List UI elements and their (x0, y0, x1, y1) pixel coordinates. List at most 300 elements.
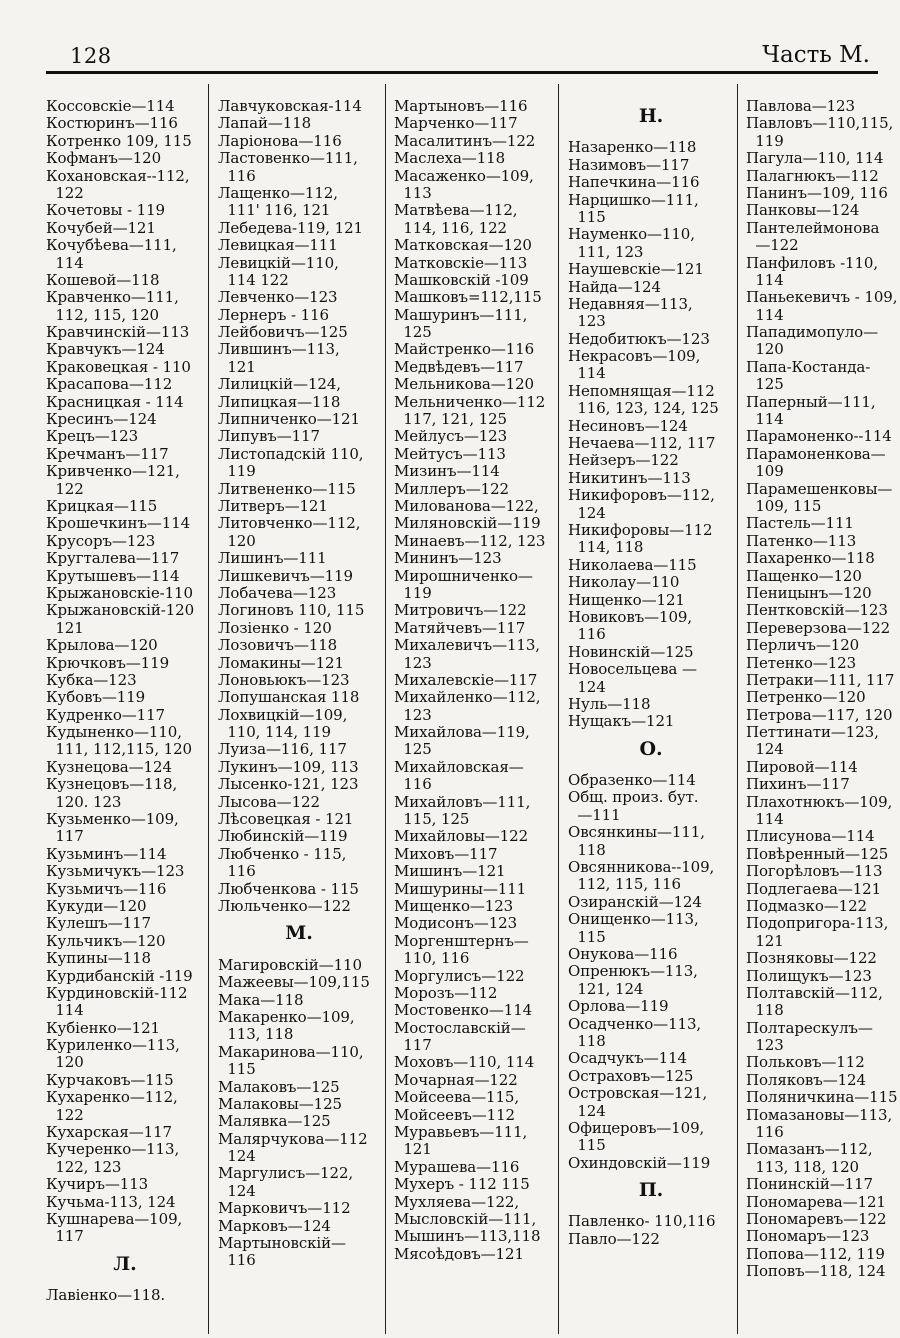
index-entry: Мышинъ—113,118 (394, 1227, 541, 1246)
index-entry: Подмазко—122 (746, 896, 867, 915)
index-entry: Полтавскій—112, (746, 983, 883, 1002)
section-letter: П. (638, 1179, 664, 1202)
index-entry: Нейзеръ—122 (568, 451, 679, 470)
index-column-3 (394, 98, 554, 1263)
index-entry: Кузнецовъ—118, (46, 775, 178, 794)
index-entry-continuation: 123 (394, 705, 432, 724)
index-entry: Папа-Костанда- (746, 357, 871, 376)
index-entry: Марковъ—124 (218, 1216, 331, 1235)
index-entry: Литовченко—112, (218, 514, 361, 533)
index-entry-continuation: 114, 118 (568, 538, 644, 557)
index-column-4 (568, 98, 734, 1248)
index-entry: Лобачева—123 (218, 583, 337, 602)
index-entry: Повѣренный—125 (746, 844, 889, 863)
index-entry: Овсянкины—111, (568, 823, 705, 842)
index-entry: Лишинъ—111 (218, 549, 327, 568)
index-entry: Никитинъ—113 (568, 468, 691, 487)
index-entry: Михайленко—112, (394, 688, 541, 707)
index-entry: Кузьминъ—114 (46, 844, 167, 863)
index-entry-continuation: 119 (746, 131, 784, 150)
index-entry-continuation: 121 (746, 931, 784, 950)
index-entry: Кухарская—117 (46, 1123, 172, 1142)
section-letter: Л. (113, 1252, 137, 1275)
index-entry: Машковскій -109 (394, 270, 529, 289)
index-entry-continuation: 120 (218, 531, 256, 550)
index-entry-continuation: 115 (568, 927, 606, 946)
index-entry: Польковъ—112 (746, 1053, 865, 1072)
index-entry: Несиновъ—124 (568, 416, 688, 435)
index-entry-continuation: 116 (568, 625, 606, 644)
index-entry: Поляковъ—124 (746, 1070, 866, 1089)
index-entry: Павло—122 (568, 1229, 660, 1248)
index-entry: Миллеръ—122 (394, 479, 509, 498)
index-entry: Луиза—116, 117 (218, 740, 347, 759)
index-entry: Переверзова—122 (746, 618, 891, 637)
index-entry-continuation: 116 (218, 862, 256, 881)
index-entry: Матяйчевъ—117 (394, 618, 526, 637)
index-entry-continuation: 119 (218, 462, 256, 481)
index-entry-continuation: 111, 112,115, 120 (46, 740, 192, 759)
index-entry-continuation: 114 122 (218, 270, 289, 289)
index-entry: Лозіенко - 120 (218, 618, 332, 637)
index-entry: Парамешенковы— (746, 479, 893, 498)
index-entry: Любченкова - 115 (218, 879, 359, 898)
index-entry: Лавіенко—118. (46, 1286, 166, 1305)
part-title: Часть М. (762, 42, 870, 68)
index-entry: Костюринъ—116 (46, 114, 178, 133)
index-entry: Кухаренко—112, (46, 1088, 178, 1107)
index-entry: Панковы—124 (746, 201, 860, 220)
index-entry: Липицкая—118 (218, 392, 341, 411)
index-entry: Нуль—118 (568, 694, 651, 713)
index-entry-continuation: 117 (46, 1227, 84, 1246)
index-entry: Кошевой—118 (46, 270, 160, 289)
index-entry-continuation: —111 (568, 805, 621, 824)
index-entry: Лебедева-119, 121 (218, 218, 363, 237)
index-entry: Полтарескулъ— (746, 1018, 873, 1037)
index-entry: Петрова—117, 120 (746, 705, 893, 724)
index-entry: Кузьменко—109, (46, 810, 179, 829)
index-entry: Макаренко—109, (218, 1007, 355, 1026)
index-entry: Кучьма-113, 124 (46, 1192, 176, 1211)
index-entry: Магировскій—110 (218, 955, 362, 974)
index-entry: Куриленко—113, (46, 1036, 180, 1055)
index-entry: Овсянникова--109, (568, 858, 715, 877)
column-divider (558, 84, 559, 1334)
index-entry: Поляничкина—115 (746, 1088, 898, 1107)
index-entry-continuation: 114 (746, 270, 784, 289)
index-entry: Крючковъ—119 (46, 653, 170, 672)
index-entry: Кравчукъ—124 (46, 340, 165, 359)
index-entry: Мининъ—123 (394, 549, 502, 568)
index-entry-continuation: 121 (218, 357, 256, 376)
index-entry: Маргулисъ—122, (218, 1164, 354, 1183)
index-entry: Пантелеймонова (746, 218, 880, 237)
index-entry: Мака—118 (218, 990, 304, 1009)
index-entry: Милованова—122, (394, 496, 539, 515)
index-entry: Красницкая - 114 (46, 392, 184, 411)
index-entry: Наушевскіе—121 (568, 260, 704, 279)
index-entry-continuation: 110, 114, 119 (218, 723, 331, 742)
index-entry: Малаковъ—125 (218, 1077, 340, 1096)
index-entry: Кресинъ—124 (46, 410, 157, 429)
index-entry: Лукинъ—109, 113 (218, 757, 359, 776)
index-entry: Найда—124 (568, 277, 661, 296)
index-entry: Опренюкъ—113, (568, 962, 698, 981)
index-entry: Курчаковъ—115 (46, 1070, 174, 1089)
index-entry: Пеницынъ—120 (746, 583, 872, 602)
index-entry: Коссовскіе—114 (46, 97, 175, 115)
index-entry: Пахаренко—118 (746, 549, 875, 568)
index-entry: Онукова—116 (568, 945, 678, 963)
index-entry: Малявка—125 (218, 1112, 331, 1131)
index-entry: Петренко—120 (746, 688, 866, 707)
index-entry: Мельникова—120 (394, 375, 534, 394)
index-entry: Любченко - 115, (218, 844, 347, 863)
index-entry-continuation: 118 (568, 1031, 606, 1050)
index-entry: Макаринова—110, (218, 1042, 364, 1061)
index-entry: Крыжановскіе-110 (46, 583, 193, 602)
index-entry: Новиковъ—109, (568, 607, 693, 626)
index-entry: Курдибанскій -119 (46, 966, 193, 985)
index-entry: Мищенко—123 (394, 896, 514, 915)
index-entry: Мухеръ - 112 115 (394, 1175, 530, 1194)
index-entry: Непомнящая—112 (568, 381, 715, 400)
index-entry: Маслеха—118 (394, 149, 506, 168)
index-entry: Ломакины—121 (218, 653, 344, 672)
index-entry: Кучиръ—113 (46, 1175, 149, 1194)
index-entry-continuation: 111, 123 (568, 242, 644, 261)
index-entry: Лавчуковская-114 (218, 97, 362, 115)
index-entry: Кубовъ—119 (46, 688, 146, 707)
index-entry: Миховъ—117 (394, 844, 498, 863)
index-entry: Лысова—122 (218, 792, 320, 811)
index-entry-continuation: 122 (46, 183, 84, 202)
index-entry-continuation: 120 (46, 1053, 84, 1072)
index-entry: Общ. произ. бут. (568, 788, 699, 807)
index-entry: Люльченко—122 (218, 896, 351, 915)
index-entry: Лившинъ—113, (218, 340, 340, 359)
index-entry-continuation: 121, 124 (568, 979, 644, 998)
index-entry: Парамоненкова— (746, 444, 886, 463)
index-entry: Петтинати—123, (746, 723, 879, 742)
index-entry: Кравчинскій—113 (46, 323, 190, 342)
index-entry: Офицеровъ—109, (568, 1118, 705, 1137)
index-entry: Паньекевичъ - 109, (746, 288, 898, 307)
index-entry: Масаженко—109, (394, 166, 534, 185)
index-entry-continuation: 123 (746, 1036, 784, 1055)
index-column-1 (46, 98, 204, 1305)
index-entry: Мясоѣдовъ—121 (394, 1244, 524, 1263)
index-entry-continuation: 114 (568, 364, 606, 383)
index-entry-continuation: 116 (218, 166, 256, 185)
index-entry: Краковецкая - 110 (46, 357, 191, 376)
index-entry: Плисунова—114 (746, 827, 875, 846)
column-divider (385, 84, 386, 1334)
index-entry-continuation: 125 (394, 323, 432, 342)
index-entry: Марченко—117 (394, 114, 518, 133)
index-entry: Котренко 109, 115 (46, 131, 192, 150)
index-entry-continuation: 111' 116, 121 (218, 201, 331, 220)
index-entry: Кречманъ—117 (46, 444, 169, 463)
index-entry: Курдиновскій-112 (46, 983, 188, 1002)
index-entry-continuation: 114 (746, 305, 784, 324)
index-entry: Михайловъ—111, (394, 792, 531, 811)
index-entry-continuation: 114 (746, 410, 784, 429)
index-entry-continuation: 118 (746, 1001, 784, 1020)
index-entry: Подлегаева—121 (746, 879, 882, 898)
index-entry: Лишкевичъ—119 (218, 566, 353, 585)
index-entry: Литвененко—115 (218, 479, 356, 498)
column-divider (208, 84, 209, 1334)
index-entry: Кубка—123 (46, 670, 137, 689)
index-entry: Петенко—123 (746, 653, 857, 672)
index-entry: Мартыновскій— (218, 1234, 346, 1253)
index-entry-continuation: —122 (746, 236, 799, 255)
page-number: 128 (70, 44, 112, 68)
index-entry-continuation: 114 (746, 810, 784, 829)
index-entry: Мирошниченко— (394, 566, 533, 585)
index-entry: Подопригора-113, (746, 914, 889, 933)
index-entry: Листопадскій 110, (218, 444, 364, 463)
index-entry: Лоновьюкъ—123 (218, 670, 350, 689)
index-entry: Островская—121, (568, 1084, 708, 1103)
index-entry: Лохвицкій—109, (218, 705, 348, 724)
index-entry: Кукуди—120 (46, 896, 147, 915)
index-entry-continuation: 116 (394, 775, 432, 794)
index-entry: Кузнецова—124 (46, 757, 172, 776)
index-entry: Образенко—114 (568, 771, 696, 790)
index-entry-continuation: 112, 115, 120 (46, 305, 159, 324)
index-entry-continuation: 122, 123 (46, 1157, 122, 1176)
index-entry-continuation: 114 (46, 253, 84, 272)
column-divider (737, 84, 738, 1334)
index-entry: Левченко—123 (218, 288, 338, 307)
index-entry-continuation: 117, 121, 125 (394, 410, 507, 429)
index-entry-continuation: 113, 118 (218, 1025, 294, 1044)
index-entry: Николау—110 (568, 573, 680, 592)
index-entry-continuation: 114 (46, 1001, 84, 1020)
index-entry: Кочубей—121 (46, 218, 156, 237)
index-entry: Кудренко—117 (46, 705, 165, 724)
index-entry: Паперный—111, (746, 392, 876, 411)
index-entry: Онищенко—113, (568, 910, 699, 929)
index-entry: Новинскій—125 (568, 642, 694, 661)
index-entry: Попова—112, 119 (746, 1244, 885, 1263)
index-entry-continuation: 115 (568, 1136, 606, 1155)
index-entry-continuation: 124 (746, 740, 784, 759)
index-entry: Купины—118 (46, 949, 151, 968)
index-entry: Панфиловъ -110, (746, 253, 879, 272)
index-entry: Нущакъ—121 (568, 712, 675, 731)
index-entry: Крыжановскій-120 (46, 601, 195, 620)
index-entry: Лащенко—112, (218, 183, 338, 202)
index-entry-continuation: 109, 115 (746, 496, 822, 515)
index-entry: Мишинъ—121 (394, 862, 506, 881)
index-entry-continuation: 120. 123 (46, 792, 122, 811)
index-entry: Мейтусъ—113 (394, 444, 506, 463)
index-entry: Кравченко—111, (46, 288, 179, 307)
index-entry: Пащенко—120 (746, 566, 862, 585)
section-letter: М. (285, 922, 313, 945)
index-entry: Матковская—120 (394, 236, 532, 255)
index-entry: Малаковы—125 (218, 1094, 342, 1113)
index-entry: Понинскій—117 (746, 1175, 874, 1194)
index-entry: Остраховъ—125 (568, 1066, 694, 1085)
index-entry: Помазанъ—112, (746, 1140, 873, 1159)
index-entry: Мартыновъ—116 (394, 97, 528, 115)
index-entry: Михалевскіе—117 (394, 670, 538, 689)
index-entry: Крицкая—115 (46, 496, 158, 515)
index-entry: Машковъ=112,115 (394, 288, 542, 307)
index-entry: Патенко—113 (746, 531, 857, 550)
index-entry-continuation: 117 (46, 827, 84, 846)
index-entry: Крусоръ—123 (46, 531, 156, 550)
index-entry: Недобитюкъ—123 (568, 329, 710, 348)
index-entry-continuation: 113 (394, 183, 432, 202)
index-entry-continuation: 114, 116, 122 (394, 218, 507, 237)
index-entry-continuation: 119 (394, 583, 432, 602)
index-entry: Недавняя—113, (568, 294, 693, 313)
index-entry: Михалевичъ—113, (394, 636, 540, 655)
index-entry: Марковичъ—112 (218, 1199, 351, 1218)
index-entry: Нечаева—112, 117 (568, 434, 716, 453)
index-entry-continuation: 124 (568, 1101, 606, 1120)
index-entry-continuation: 125 (746, 375, 784, 394)
index-entry-continuation: 110, 116 (394, 949, 470, 968)
index-entry: Пономаръ—123 (746, 1227, 870, 1246)
index-entry-continuation: 115 (218, 1060, 256, 1079)
index-entry: Никифоровы—112 (568, 521, 713, 539)
index-entry: Нищенко—121 (568, 590, 685, 609)
index-entry: Мурашева—116 (394, 1157, 520, 1176)
index-entry: Назаренко—118 (568, 138, 697, 157)
index-entry: Лейбовичъ—125 (218, 323, 348, 342)
index-entry: Осадченко—113, (568, 1014, 702, 1033)
index-entry: Липувъ—117 (218, 427, 320, 446)
index-entry: Назимовъ—117 (568, 155, 690, 174)
index-entry-continuation: 121 (46, 618, 84, 637)
index-entry: Пихинъ—117 (746, 775, 850, 794)
index-entry: Кудыненко—110, (46, 723, 182, 742)
index-entry: Кофманъ—120 (46, 149, 162, 168)
index-entry: Медвѣдевъ—117 (394, 357, 524, 376)
index-column-2 (218, 98, 380, 1270)
index-entry: Пономаревъ—122 (746, 1210, 887, 1228)
index-entry-continuation: 124 (568, 677, 606, 696)
index-entry: Мочарная—122 (394, 1070, 518, 1089)
index-column-5 (746, 98, 896, 1281)
index-entry: Кушнарева—109, (46, 1210, 183, 1228)
index-entry: Машуринъ—111, (394, 305, 528, 324)
index-entry-continuation: 112, 115, 116 (568, 875, 681, 894)
index-entry: Павлова—123 (746, 97, 855, 115)
index-entry-continuation: 116 (746, 1123, 784, 1142)
index-entry: Плахотнюкъ—109, (746, 792, 893, 811)
index-entry: Николаева—115 (568, 555, 697, 574)
index-entry: Кузьмичукъ—123 (46, 862, 185, 881)
index-entry: Миляновскій—119 (394, 514, 541, 533)
index-entry: Мойсеева—115, (394, 1088, 520, 1107)
index-entry: Крецъ—123 (46, 427, 139, 446)
index-entry: Кохановская--112, (46, 166, 190, 185)
index-entry: Мейлусъ—123 (394, 427, 508, 446)
index-entry: Панинъ—109, 116 (746, 183, 888, 202)
index-entry: Кочетовы - 119 (46, 201, 165, 220)
index-entry: Мостовенко—114 (394, 1001, 533, 1020)
index-entry: Кочубѣева—111, (46, 236, 177, 255)
index-entry: Моргулисъ—122 (394, 966, 525, 985)
index-entry: Перличъ—120 (746, 636, 860, 655)
index-entry-continuation: 122 (46, 1105, 84, 1124)
index-entry: Лысенко-121, 123 (218, 775, 359, 794)
index-entry: Логиновъ 110, 115 (218, 601, 365, 620)
index-entry-continuation: 122 (46, 479, 84, 498)
index-entry: Маляpчукова—112 (218, 1129, 368, 1148)
index-entry: Кузьмичъ—116 (46, 879, 167, 898)
index-entry: Науменко—110, (568, 225, 695, 244)
index-entry: Кривченко—121, (46, 462, 180, 481)
index-entry: Охиндовскій—119 (568, 1153, 711, 1172)
index-entry: Кубіенко—121 (46, 1018, 160, 1037)
index-entry: Пентковскій—123 (746, 601, 888, 620)
index-entry: Лѣсовецкая - 121 (218, 810, 354, 829)
index-entry-continuation: 124 (218, 1147, 256, 1166)
index-entry: Некрасовъ—109, (568, 347, 701, 366)
page-header (0, 0, 900, 72)
index-entry: Левицкая—111 (218, 236, 338, 255)
index-entry: Павленко- 110,116 (568, 1212, 716, 1231)
index-entry: Михайловская— (394, 757, 524, 776)
index-entry: Моховъ—110, 114 (394, 1053, 535, 1072)
index-entry: Озиранскій—124 (568, 892, 702, 911)
index-entry: Осадчукъ—114 (568, 1049, 687, 1068)
index-entry-continuation: 118 (568, 840, 606, 859)
index-entry-continuation: 123 (394, 653, 432, 672)
index-entry-continuation: 115 (568, 207, 606, 226)
index-entry: Пападимопуло— (746, 323, 878, 342)
index-entry: Мойсеевъ—112 (394, 1105, 515, 1124)
section-letter: Н. (638, 105, 664, 127)
index-entry: Крошечкинъ—114 (46, 514, 191, 533)
index-entry: Пастель—111 (746, 514, 854, 533)
index-entry: Михайлова—119, (394, 723, 530, 742)
index-entry: Лозовичъ—118 (218, 636, 338, 655)
index-entry: Модисонъ—123 (394, 914, 518, 933)
index-entry-continuation: 124 (218, 1181, 256, 1200)
index-entry: Масалитинъ—122 (394, 131, 536, 150)
index-entry-continuation: 116 (218, 1251, 256, 1270)
index-entry: Мельниченко—112 (394, 392, 546, 411)
index-entry: Ларіонова—116 (218, 131, 342, 150)
index-entry: Пономарева—121 (746, 1192, 886, 1211)
index-entry: Палагнюкъ—112 (746, 166, 879, 185)
index-entry: Крылова—120 (46, 636, 158, 655)
index-entry-continuation: 117 (394, 1036, 432, 1055)
index-entry-continuation: 116, 123, 124, 125 (568, 399, 719, 418)
index-entry: Позняковы—122 (746, 949, 877, 968)
index-entry: Моргенштернъ— (394, 931, 529, 950)
index-entry: Кучеренко—113, (46, 1140, 180, 1159)
index-entry: Нарцишко—111, (568, 190, 699, 209)
index-entry: Ластовенко—111, (218, 149, 358, 168)
index-entry-continuation: 124 (568, 503, 606, 522)
index-entry: Мизинъ—114 (394, 462, 500, 481)
index-entry: Муравьевъ—111, (394, 1123, 528, 1142)
index-entry-continuation: 123 (568, 312, 606, 331)
index-entry-continuation: 113, 118, 120 (746, 1157, 859, 1176)
index-entry: Майстренко—116 (394, 340, 535, 359)
